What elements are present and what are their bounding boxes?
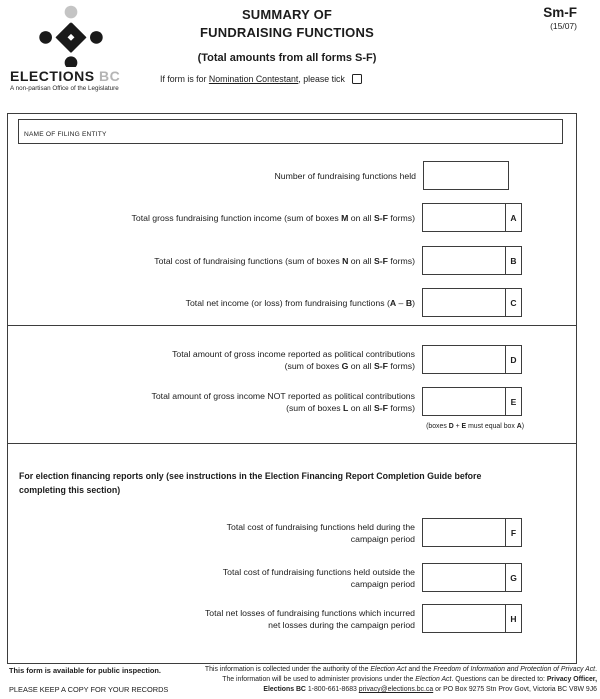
form-body [7, 113, 577, 664]
text-segment: – [396, 297, 406, 308]
text-line [223, 578, 415, 590]
text-segment: A [389, 297, 397, 308]
boxes-d-e-note [426, 423, 524, 430]
box-c [422, 288, 522, 317]
footer-privacy-line3 [152, 685, 597, 695]
brand-name-main: ELECTIONS [10, 68, 95, 84]
box-e-letter: E [505, 388, 521, 415]
text-line [19, 470, 559, 484]
field-label-a [132, 212, 415, 224]
box-c-letter: C [505, 289, 521, 316]
text-segment: M [341, 212, 349, 223]
text-segment: The information will be used to administer provisions under the [222, 676, 416, 683]
text-segment: forms) [387, 360, 415, 371]
text-segment: S-F [373, 212, 388, 223]
form-code-block [543, 5, 577, 31]
text-segment: L [343, 402, 349, 413]
text-segment: Total amount of gross income reported as political contributions [172, 348, 415, 359]
text-segment: If form is for [160, 74, 209, 84]
brand-name [10, 68, 132, 84]
box-f-letter: F [505, 519, 521, 546]
text-segment: ) [521, 423, 524, 430]
box-h [422, 604, 522, 633]
text-segment: , please tick [298, 74, 345, 84]
text-line [152, 402, 416, 414]
field-row-count [275, 161, 510, 190]
text-segment: (sum of boxes [284, 360, 342, 371]
brand-tagline: A non-partisan Office of the Legislature [10, 85, 119, 92]
box-b [422, 246, 522, 275]
nomination-note-text [160, 74, 345, 84]
text-segment: 1-800-661-8683 [305, 686, 359, 693]
text-segment: or PO Box 9275 Stn Prov Govt, Victoria BC V8W 9J6 [433, 686, 597, 693]
text-segment: Total net income (or loss) from fundraising functions ( [185, 297, 390, 308]
box-g-input[interactable] [423, 564, 505, 591]
footer-privacy-line1 [152, 665, 597, 675]
box-c-input[interactable] [423, 289, 505, 316]
box-e-input[interactable] [423, 388, 505, 415]
box-e [422, 387, 522, 416]
text-segment: Total cost of fundraising functions (sum of boxes [154, 255, 343, 266]
footer-privacy-line2 [152, 675, 597, 685]
field-row-b [154, 246, 522, 275]
text-line [172, 348, 415, 360]
text-segment: B [405, 297, 413, 308]
text-segment: G [341, 360, 349, 371]
box-h-input[interactable] [423, 605, 505, 632]
text-segment: S-F [373, 255, 388, 266]
text-segment: on all [348, 360, 374, 371]
box-b-letter: B [505, 247, 521, 274]
text-line [205, 607, 415, 619]
footer-privacy-block [152, 665, 597, 695]
brand-name-suffix: BC [99, 68, 121, 84]
section-divider-1 [8, 325, 576, 326]
text-segment: campaign period [350, 533, 415, 544]
form-title-line2: FUNDRAISING FUNCTIONS [200, 24, 374, 40]
text-segment: on all [348, 212, 374, 223]
text-segment: forms) [387, 212, 415, 223]
functions-held-box [423, 161, 509, 190]
filing-entity-input[interactable] [18, 119, 563, 144]
text-line [227, 533, 415, 545]
text-segment: E [461, 423, 467, 430]
text-segment: S-F [373, 360, 388, 371]
form-subtitle: (Total amounts from all forms S-F) [197, 52, 377, 64]
form-version: (15/07) [550, 21, 577, 31]
text-segment: and the [406, 666, 434, 673]
text-segment: on all [348, 255, 374, 266]
field-row-c [186, 288, 522, 317]
text-line [172, 360, 415, 372]
text-line [19, 484, 559, 498]
text-segment: completing this section) [19, 484, 121, 495]
text-segment: Total net losses of fundraising functions which incurred [204, 607, 415, 618]
field-row-h [205, 604, 522, 633]
field-label-count [275, 170, 417, 182]
text-line [275, 170, 417, 182]
text-segment: campaign period [350, 578, 415, 589]
field-row-g [223, 563, 522, 592]
text-segment: A [516, 423, 522, 430]
functions-held-input[interactable] [424, 162, 508, 189]
box-d-letter: D [505, 346, 521, 373]
box-b-input[interactable] [423, 247, 505, 274]
nomination-note [160, 73, 362, 85]
text-segment: + [453, 423, 462, 430]
text-segment: N [342, 255, 349, 266]
text-line [186, 297, 415, 309]
text-segment: Election Act [370, 666, 407, 673]
box-a-input[interactable] [423, 204, 505, 231]
text-segment: Number of fundraising functions held [274, 170, 416, 181]
field-label-h [205, 607, 415, 631]
field-row-d [172, 345, 522, 374]
text-segment: D [448, 423, 454, 430]
box-g-letter: G [505, 564, 521, 591]
text-segment: net losses during the campaign period [268, 619, 415, 630]
text-segment: Total gross fundraising function income (sum of boxes [131, 212, 342, 223]
text-segment: Nomination Contestant [208, 74, 299, 84]
text-segment: . [595, 666, 597, 673]
form-title-block [137, 6, 437, 64]
box-f-input[interactable] [423, 519, 505, 546]
text-segment: Freedom of Information and Protection of Privacy Act [433, 666, 596, 673]
text-segment: Privacy Officer, [546, 676, 597, 683]
box-g [422, 563, 522, 592]
nomination-checkbox[interactable] [352, 74, 362, 84]
text-segment: Elections BC [263, 686, 306, 693]
text-segment: For election financing reports only (see instructions in the Election Financing Report Completion Guide before [19, 471, 482, 481]
text-segment: on all [348, 402, 374, 413]
text-segment: Total cost of fundraising functions held outside the [222, 566, 415, 577]
text-segment: forms) [387, 402, 415, 413]
footer-public-inspection: This form is available for public inspection. [9, 666, 161, 675]
field-label-b [154, 255, 415, 267]
box-a [422, 203, 522, 232]
text-segment: (boxes [426, 423, 449, 430]
field-row-e [152, 387, 523, 416]
footer-keep-copy: PLEASE KEEP A COPY FOR YOUR RECORDS [9, 685, 169, 694]
field-row-f [227, 518, 522, 547]
text-segment: Election Act [415, 676, 452, 683]
box-f [422, 518, 522, 547]
text-line [223, 566, 415, 578]
box-h-letter: H [505, 605, 521, 632]
text-line [227, 521, 415, 533]
elections-bc-logo [10, 5, 132, 92]
form-code: Sm-F [543, 5, 577, 20]
text-segment: (sum of boxes [286, 402, 344, 413]
text-segment: forms) [387, 255, 415, 266]
election-financing-heading [19, 470, 559, 497]
text-segment: ) [412, 297, 415, 308]
field-label-c [186, 297, 415, 309]
box-a-letter: A [505, 204, 521, 231]
filing-entity-label: NAME OF FILING ENTITY [24, 131, 107, 138]
field-label-d [172, 348, 415, 372]
box-d [422, 345, 522, 374]
text-segment: This information is collected under the authority of the [204, 666, 371, 673]
text-line [152, 390, 416, 402]
text-line [132, 212, 415, 224]
field-label-e [152, 390, 416, 414]
text-segment: must equal box [466, 423, 517, 430]
text-segment: Total cost of fundraising functions held during the [226, 521, 415, 532]
section-divider-2 [8, 443, 576, 444]
box-d-input[interactable] [423, 346, 505, 373]
privacy-email-link[interactable]: privacy@elections.bc.ca [358, 686, 434, 693]
text-segment: S-F [373, 402, 388, 413]
field-label-g [223, 566, 415, 590]
text-segment: Total amount of gross income NOT reported as political contributions [151, 390, 415, 401]
text-line [205, 619, 415, 631]
people-pinwheel-logo-icon [34, 5, 108, 67]
form-title-line1: SUMMARY OF [241, 7, 333, 22]
field-label-f [227, 521, 415, 545]
text-segment: . Questions can be directed to: [451, 676, 547, 683]
text-line [154, 255, 415, 267]
field-row-a [132, 203, 522, 232]
